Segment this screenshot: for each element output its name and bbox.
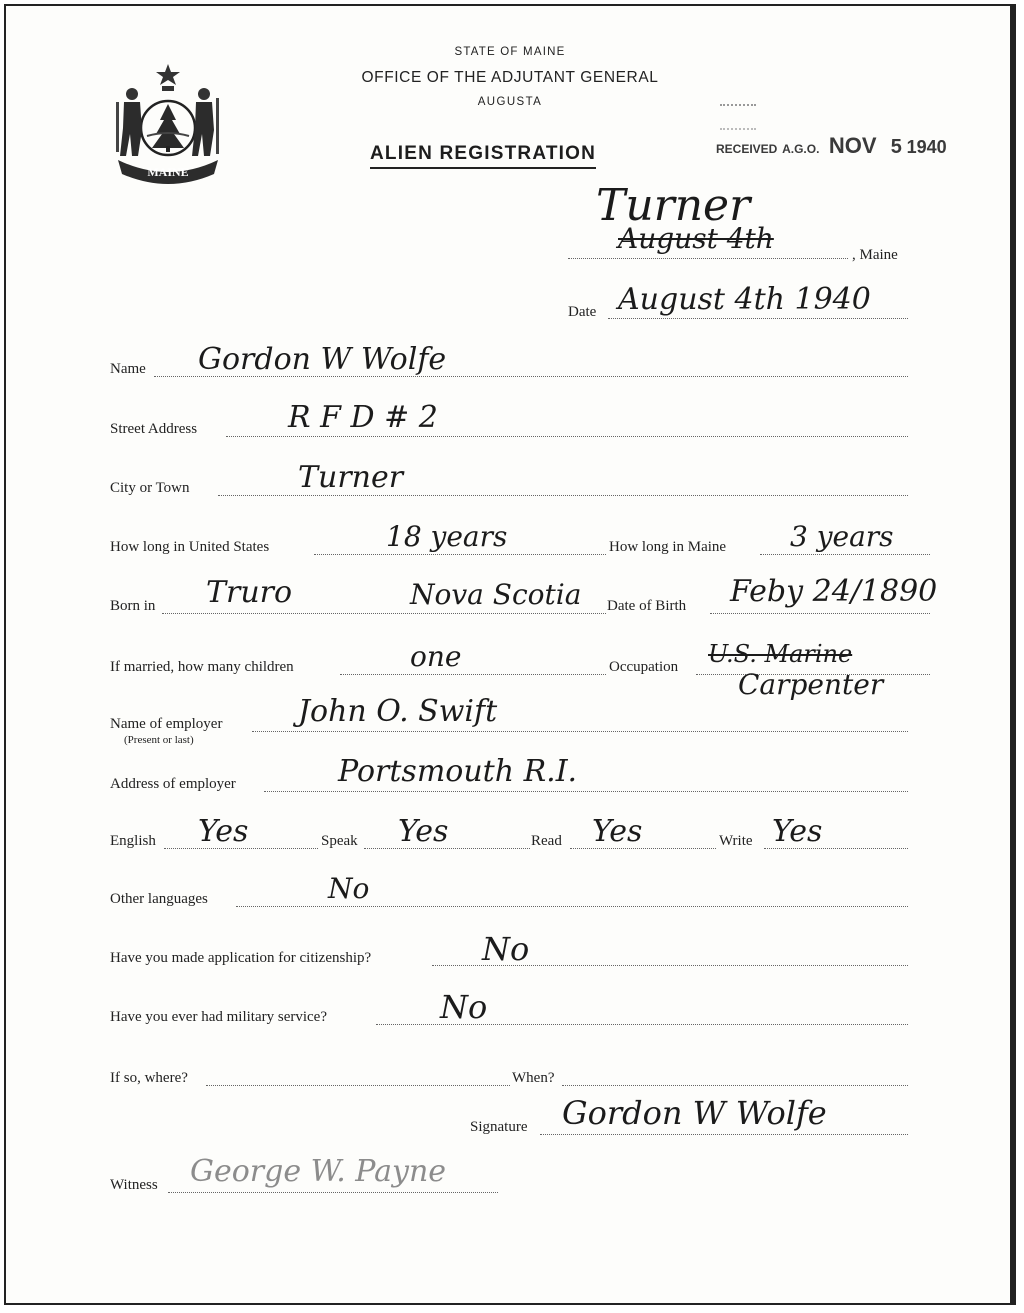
maine-line xyxy=(760,554,930,555)
city-label: City or Town xyxy=(110,480,190,496)
where-line xyxy=(206,1085,510,1086)
citizenship-label: Have you made application for citizenship? xyxy=(110,950,372,966)
write-value: Yes xyxy=(772,814,823,849)
dob-label: Date of Birth xyxy=(607,598,687,614)
where-label: If so, where? xyxy=(110,1070,188,1086)
children-line xyxy=(340,674,606,675)
read-value: Yes xyxy=(592,814,643,849)
witness-line xyxy=(168,1192,498,1193)
name-label: Name xyxy=(110,361,146,377)
form-sheet xyxy=(4,4,1016,1305)
occupation-label: Occupation xyxy=(609,659,679,675)
stamp-received: RECEIVED xyxy=(716,142,778,156)
stamp-dept: A.G.O. xyxy=(782,142,820,156)
seal-motto: MAINE xyxy=(147,165,189,179)
maine-state-seal-icon xyxy=(110,60,226,184)
employer-addr-label: Address of employer xyxy=(110,776,236,792)
signature-label: Signature xyxy=(470,1119,528,1135)
children-label: If married, how many children xyxy=(110,659,294,675)
place-line xyxy=(568,258,848,259)
speak-value: Yes xyxy=(398,814,449,849)
stamp-month: NOV xyxy=(828,133,877,158)
when-label: When? xyxy=(512,1070,555,1086)
form-title: ALIEN REGISTRATION xyxy=(370,143,596,169)
english-label: English xyxy=(110,833,156,849)
employer-line xyxy=(252,731,908,732)
born-province: Nova Scotia xyxy=(410,578,582,611)
occupation-value: Carpenter xyxy=(738,668,884,701)
children-value: one xyxy=(410,640,462,673)
born-label: Born in xyxy=(110,598,156,614)
city-value: Turner xyxy=(298,460,404,495)
street-line xyxy=(226,436,908,437)
dob-value: Feby 24/1890 xyxy=(730,574,938,609)
stamp-mark xyxy=(720,104,756,130)
other-lang-value: No xyxy=(328,872,370,905)
employer-addr-value: Portsmouth R.I. xyxy=(338,754,578,789)
employer-addr-line xyxy=(264,791,908,792)
other-lang-label: Other languages xyxy=(110,891,208,907)
born-town: Truro xyxy=(206,575,293,610)
street-value: R F D # 2 xyxy=(288,400,438,435)
signature-value: Gordon W Wolfe xyxy=(562,1094,827,1132)
citizenship-value: No xyxy=(482,930,530,968)
office-heading: OFFICE OF THE ADJUTANT GENERAL xyxy=(361,69,659,86)
signature-line xyxy=(540,1134,908,1135)
employer-value: John O. Swift xyxy=(298,694,498,729)
date-label: Date xyxy=(568,304,597,320)
maine-label: How long in Maine xyxy=(609,539,727,555)
date-value: August 4th 1940 xyxy=(618,282,871,317)
speak-label: Speak xyxy=(321,833,358,849)
place-suffix: , Maine xyxy=(852,247,898,263)
us-line xyxy=(314,554,606,555)
witness-label: Witness xyxy=(110,1177,158,1193)
place-struck: August 4th xyxy=(618,222,774,255)
military-value: No xyxy=(440,988,488,1026)
military-label: Have you ever had military service? xyxy=(110,1009,327,1025)
city-heading: AUGUSTA xyxy=(477,96,543,108)
employer-label: Name of employer xyxy=(110,716,223,732)
occupation-struck: U.S. Marine xyxy=(708,640,853,668)
date-line xyxy=(608,318,908,319)
state-heading: STATE OF MAINE xyxy=(454,46,566,58)
dob-line xyxy=(710,613,930,614)
received-stamp xyxy=(716,133,947,159)
witness-value: George W. Payne xyxy=(190,1154,447,1189)
city-line xyxy=(218,495,908,496)
street-label: Street Address xyxy=(110,421,198,437)
name-value: Gordon W Wolfe xyxy=(198,342,447,377)
born-line xyxy=(162,613,606,614)
employer-sublabel: (Present or last) xyxy=(124,734,194,746)
write-label: Write xyxy=(719,833,753,849)
us-label: How long in United States xyxy=(110,539,270,555)
place-handwritten: Turner xyxy=(596,180,751,231)
other-lang-line xyxy=(236,906,908,907)
stamp-year: 1940 xyxy=(906,137,947,157)
maine-value: 3 years xyxy=(790,520,894,553)
us-value: 18 years xyxy=(386,520,508,553)
stamp-day: 5 xyxy=(890,136,902,158)
english-value: Yes xyxy=(198,814,249,849)
read-label: Read xyxy=(531,833,562,849)
when-line xyxy=(562,1085,908,1086)
